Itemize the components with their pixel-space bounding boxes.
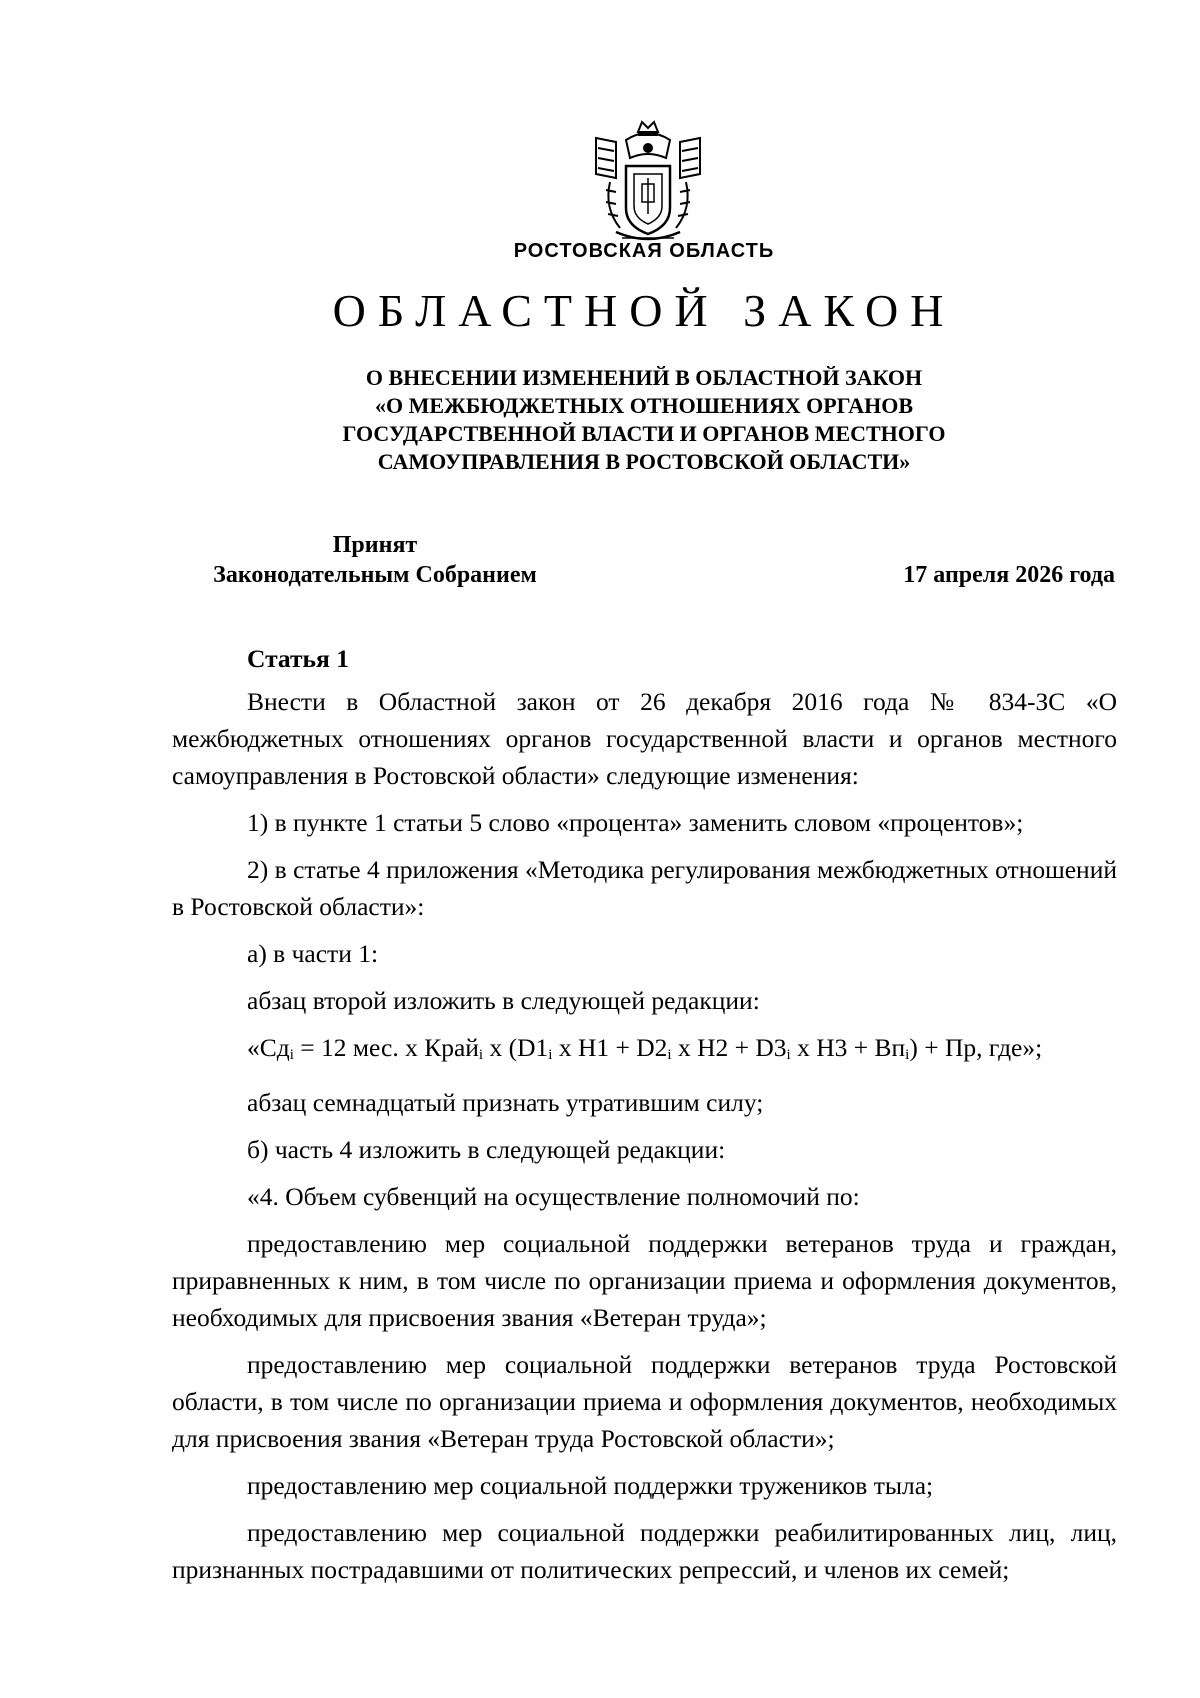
paragraph: абзац второй изложить в следующей редакции: [247,986,760,1015]
article-body [172,640,1117,1598]
formula-paragraph [172,1029,1117,1074]
adoption-block [175,530,575,590]
paragraph: 2) в статье 4 приложения «Методика регулирования межбюджетных отношений в Ростовской области»: [172,855,1117,921]
formula-index: i [905,1047,910,1063]
region-name: РОСТОВСКАЯ ОБЛАСТЬ [513,240,775,262]
law-title [0,364,1200,476]
paragraph: абзац семнадцатый признать утратившим силу; [247,1088,764,1117]
formula-index: i [667,1047,672,1063]
paragraph: предоставлению мер социальной поддержки ветеранов труда Ростовской области, в том числе по организации приема и оформления документов, необходимых для присвоения звания «Ветеран труда Ростовской области»; [172,1350,1117,1453]
adoption-date: 17 апреля 2026 года [903,562,1115,588]
coat-of-arms-emblem [586,118,710,246]
paragraph: предоставлению мер социальной поддержки тружеников тыла; [247,1471,934,1500]
formula-index: i [478,1047,484,1063]
paragraph: предоставлению мер социальной поддержки ветеранов труда и граждан, приравненных к ним, в том числе по организации приема и оформления документов, необходимых для присвоения звания «Ветеран труда»; [172,1229,1117,1332]
law-title-line: «О МЕЖБЮДЖЕТНЫХ ОТНОШЕНИЯХ ОРГАНОВ [374,393,914,418]
formula-index: i [548,1047,553,1063]
law-title-line: ГОСУДАРСТВЕННОЙ ВЛАСТИ И ОРГАНОВ МЕСТНОГО [342,421,946,446]
formula-index: i [289,1047,294,1063]
formula-part: = 12 мес. x Край [293,1033,479,1062]
law-kind-heading: ОБЛАСТНОЙ ЗАКОН [332,285,956,336]
formula-part: x Н2 + D3 [671,1033,787,1062]
law-title-line: САМОУПРАВЛЕНИЯ В РОСТОВСКОЙ ОБЛАСТИ» [377,449,911,474]
paragraph: 1) в пункте 1 статьи 5 слово «процента» заменить словом «процентов»; [247,808,1024,837]
formula-part: x Н3 + Вп [790,1033,906,1062]
formula-part: «Сд [247,1033,290,1062]
paragraph: Внести в Областной закон от 26 декабря 2016 года № 834-ЗС «О межбюджетных отношениях органов государственной власти и органов местного самоуправления в Ростовской области» следующие изменения: [172,687,1117,790]
paragraph: а) в части 1: [247,939,379,968]
article-heading: Статья 1 [247,644,349,673]
formula-part: x (D1 [483,1033,549,1062]
formula-index: i [786,1047,791,1063]
formula-part: ) + Пр, где»; [909,1033,1043,1062]
law-title-line: О ВНЕСЕНИИ ИЗМЕНЕНИЙ В ОБЛАСТНОЙ ЗАКОН [365,365,923,390]
paragraph: «4. Объем субвенций на осуществление полномочий по: [247,1182,860,1211]
formula-part: x Н1 + D2 [552,1033,668,1062]
adoption-line: Принят [332,532,418,558]
paragraph: предоставлению мер социальной поддержки реабилитированных лиц, лиц, признанных пострадавшими от политических репрессий, и членов их семей; [172,1518,1117,1584]
paragraph: б) часть 4 изложить в следующей редакции: [247,1135,726,1164]
adoption-line: Законодательным Собранием [213,562,537,588]
